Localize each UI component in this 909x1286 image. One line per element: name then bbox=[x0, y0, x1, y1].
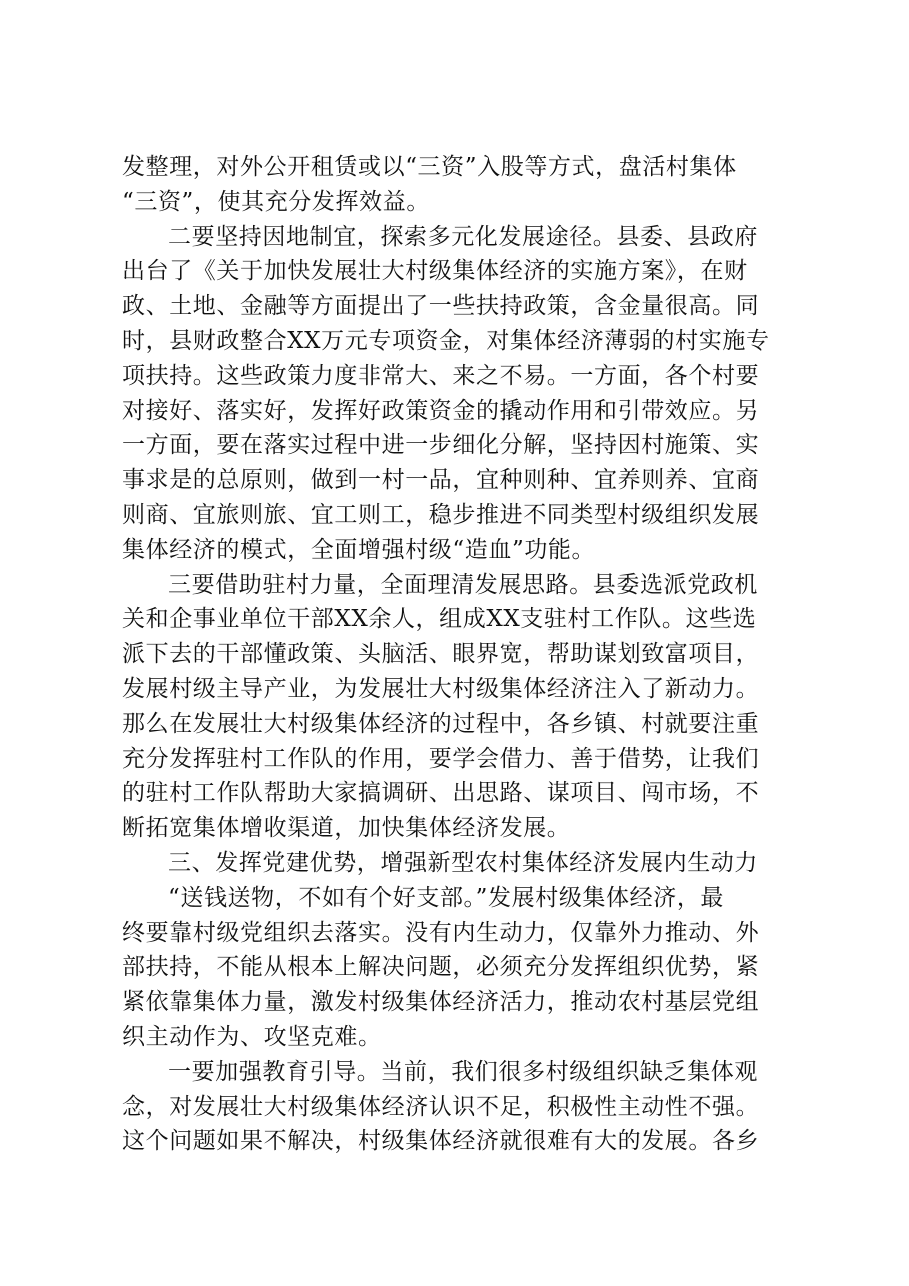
text-line: 部扶持，不能从根本上解决问题，必须充分发挥组织优势，紧 bbox=[122, 954, 760, 981]
text-line: 时，县财政整合XX万元专项资金，对集体经济薄弱的村实施专 bbox=[122, 327, 770, 354]
text-line: 三、发挥党建优势，增强新型农村集体经济发展内生动力 bbox=[168, 849, 758, 876]
text-line: “三资”，使其充分发挥效益。 bbox=[122, 188, 430, 215]
text-line: 那么在发展壮大村级集体经济的过程中，各乡镇、村就要注重 bbox=[122, 710, 760, 737]
text-line: 二要坚持因地制宜，探索多元化发展途径。县委、县政府 bbox=[168, 223, 758, 250]
text-line: 关和企事业单位干部XX余人，组成XX支驻村工作队。这些选 bbox=[122, 606, 757, 633]
text-line: 发展村级主导产业，为发展壮大村级集体经济注入了新动力。 bbox=[122, 675, 760, 702]
text-line: 的驻村工作队帮助大家搞调研、出思路、谋项目、闯市场，不 bbox=[122, 780, 760, 807]
document-body bbox=[122, 150, 797, 1159]
text-line: 政、土地、金融等方面提出了一些扶持政策，含金量很高。同 bbox=[122, 293, 760, 320]
text-line: 对接好、落实好，发挥好政策资金的撬动作用和引带效应。另 bbox=[122, 397, 760, 424]
text-line: 充分发挥驻村工作队的作用，要学会借力、善于借势，让我们 bbox=[122, 745, 760, 772]
text-line: 终要靠村级党组织去落实。没有内生动力，仅靠外力推动、外 bbox=[122, 919, 760, 946]
text-line: 则商、宜旅则旅、宜工则工，稳步推进不同类型村级组织发展 bbox=[122, 501, 760, 528]
text-line: 三要借助驻村力量，全面理清发展思路。县委选派党政机 bbox=[168, 571, 758, 598]
text-line: 事求是的总原则，做到一村一品，宜种则种、宜养则养、宜商 bbox=[122, 467, 760, 494]
text-line: 一要加强教育引导。当前，我们很多村级组织缺乏集体观 bbox=[168, 1058, 758, 1085]
text-line: 织主动作为、攻坚克难。 bbox=[122, 1023, 382, 1050]
text-line: 集体经济的模式，全面增强村级“造血”功能。 bbox=[122, 536, 596, 563]
text-line: 一方面，要在落实过程中进一步细化分解，坚持因村施策、实 bbox=[122, 432, 760, 459]
text-line: 发整理，对外公开租赁或以“三资”入股等方式，盘活村集体 bbox=[122, 154, 737, 180]
text-line: 派下去的干部懂政策、头脑活、眼界宽，帮助谋划致富项目， bbox=[122, 641, 760, 668]
text-line: 这个问题如果不解决，村级集体经济就很难有大的发展。各乡 bbox=[122, 1128, 760, 1155]
text-line: 念，对发展壮大村级集体经济认识不足，积极性主动性不强。 bbox=[122, 1093, 760, 1120]
text-line: 断拓宽集体增收渠道，加快集体经济发展。 bbox=[122, 815, 571, 842]
text-line: 项扶持。这些政策力度非常大、来之不易。一方面，各个村要 bbox=[122, 362, 760, 389]
text-line: 出台了《关于加快发展壮大村级集体经济的实施方案》，在财 bbox=[122, 258, 748, 285]
text-line: “送钱送物，不如有个好支部。”发展村级集体经济，最 bbox=[168, 884, 725, 911]
text-line: 紧依靠集体力量，激发村级集体经济活力，推动农村基层党组 bbox=[122, 989, 760, 1016]
